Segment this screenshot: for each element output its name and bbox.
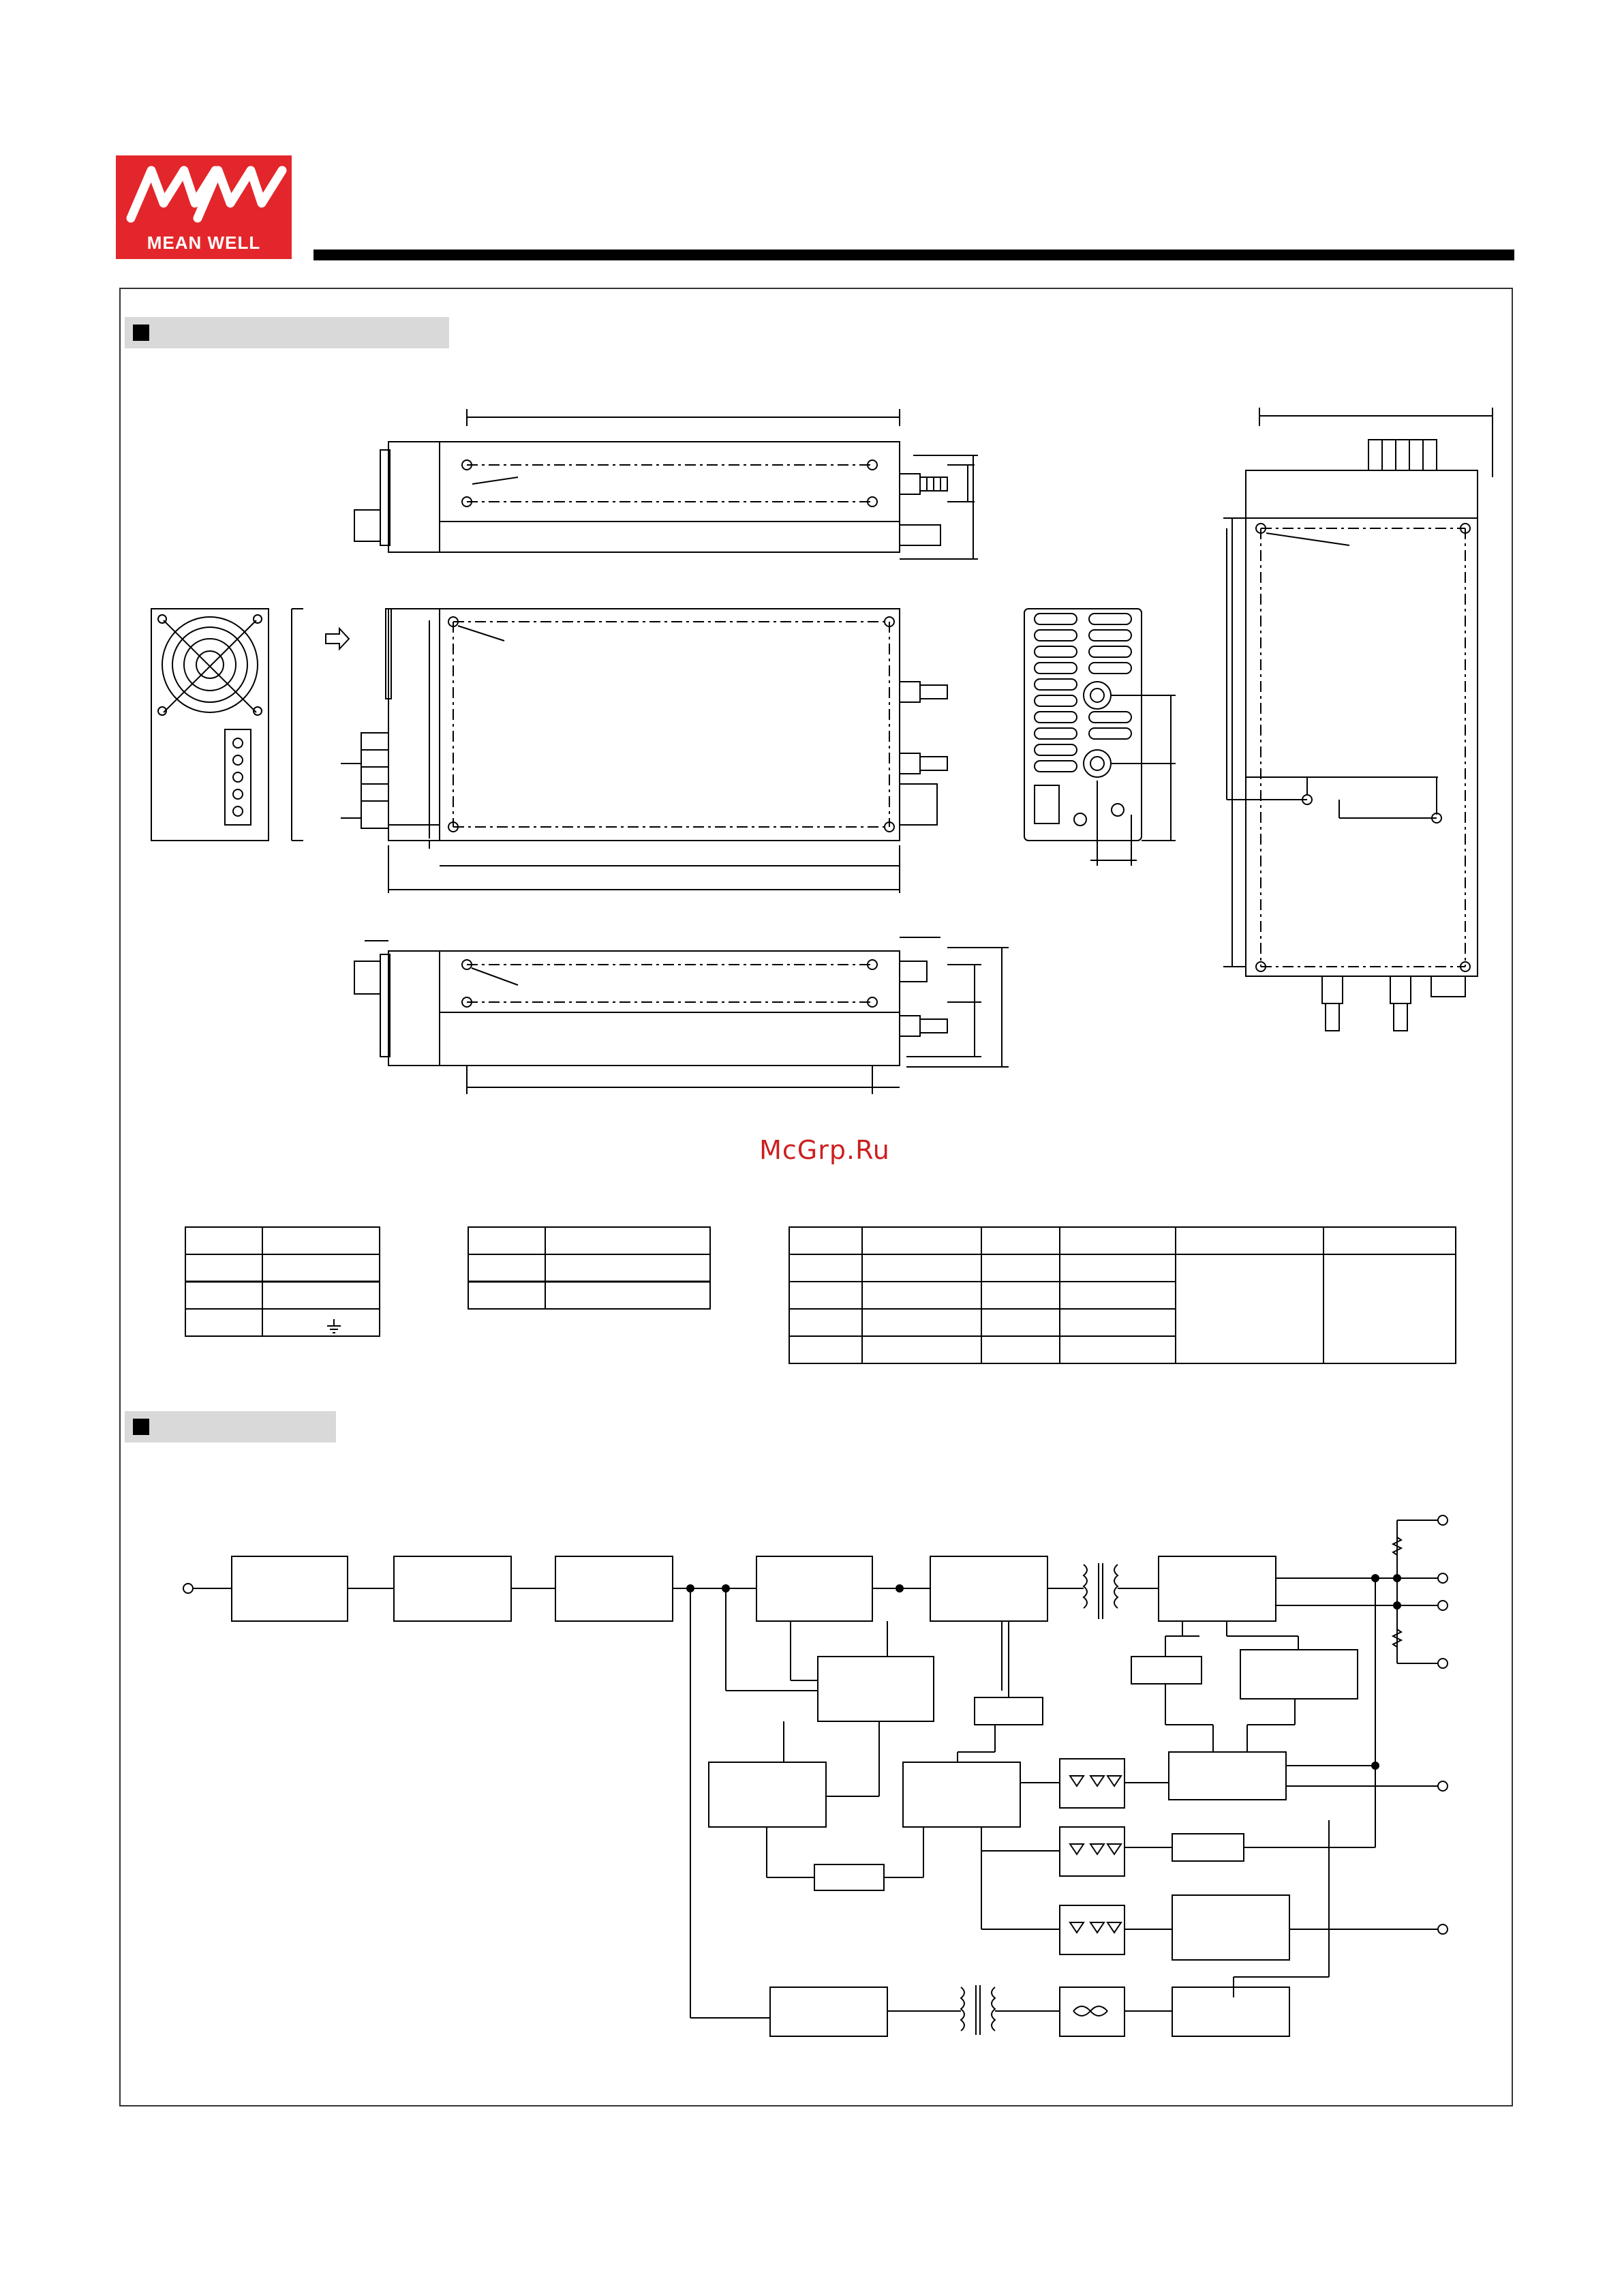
block-current-sense xyxy=(1131,1657,1202,1684)
block-fan-detect xyxy=(1172,1834,1244,1861)
block-pwm-control-2 xyxy=(903,1762,1020,1827)
logo-text: MEAN WELL xyxy=(147,232,261,253)
block-power-switching-2 xyxy=(930,1556,1047,1621)
block-emi-filter xyxy=(232,1556,348,1621)
block-pfc-control xyxy=(709,1762,826,1827)
block-power-good xyxy=(1172,1895,1289,1960)
watermark: McGrp.Ru xyxy=(759,1135,890,1165)
block-fan-control xyxy=(1172,1987,1289,2036)
block-detection xyxy=(975,1697,1043,1725)
block-optocoupler-1 xyxy=(1060,1759,1124,1808)
block-o-v-p xyxy=(1169,1752,1286,1800)
block-power-switching xyxy=(756,1556,872,1621)
block-rectifiers-filter xyxy=(1159,1556,1276,1621)
block-optocoupler-3 xyxy=(1060,1905,1124,1954)
block-pfc xyxy=(555,1556,673,1621)
block-fan-icon xyxy=(1060,1987,1124,2036)
block-optocoupler-2 xyxy=(1060,1827,1124,1876)
block-rectifier xyxy=(394,1556,511,1621)
block-remote-sense xyxy=(1240,1650,1358,1699)
block-pwm-control xyxy=(818,1657,934,1721)
block-aux xyxy=(814,1864,884,1890)
block-aux-power xyxy=(770,1987,887,2036)
